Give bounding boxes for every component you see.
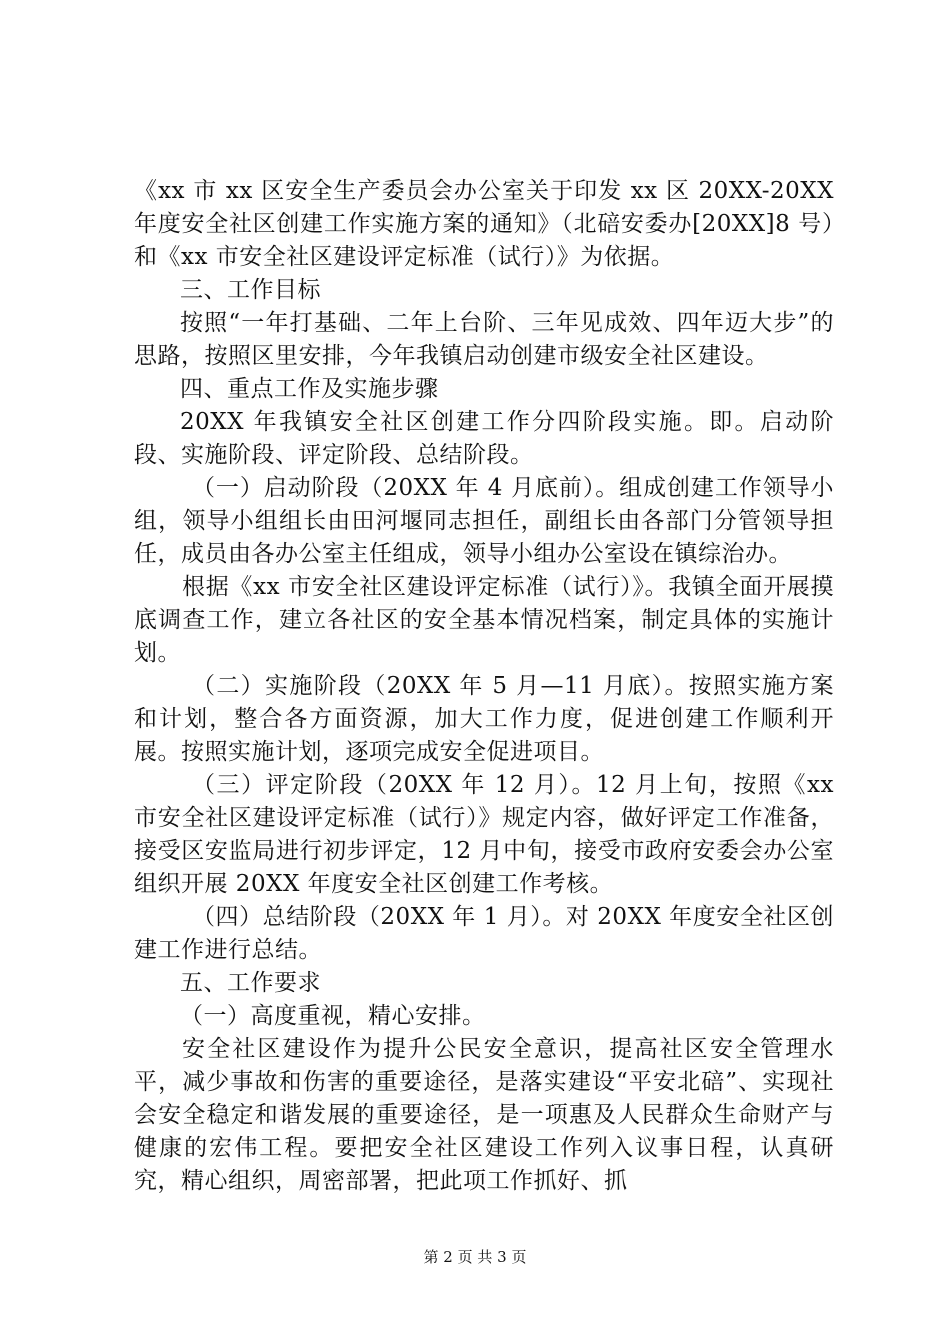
paragraph-stage-evaluate: （三）评定阶段（20XX 年 12 月）。12 月上旬，按照《xx 市安全社区建设评定标准（试行）》规定内容，做好评定工作准备，接受区安监局进行初步评定，12 月中旬，接受市政府安委会办公室组织开展 20XX 年度安全社区创建工作考核。 [134, 772, 834, 897]
page-footer: 第 2 页 共 3 页 [423, 1248, 527, 1266]
document-body [134, 175, 834, 1198]
subheading-high-priority: （一）高度重视，精心安排。 [180, 1003, 486, 1029]
paragraph-stage-implement: （二）实施阶段（20XX 年 5 月—11 月底）。按照实施方案和计划，整合各方面资源，加大工作力度，促进创建工作顺利开展。按照实施计划，逐项完成安全促进项目。 [134, 673, 834, 765]
heading-key-work-steps: 四、重点工作及实施步骤 [180, 376, 439, 402]
paragraph-importance: 安全社区建设作为提升公民安全意识，提高社区安全管理水平，减少事故和伤害的重要途径，是落实建设“平安北碚”、实现社会安全稳定和谐发展的重要途径，是一项惠及人民群众生命财产与健康的宏伟工程。要把安全社区建设工作列入议事日程，认真研究，精心组织，周密部署，把此项工作抓好、抓 [134, 1036, 834, 1194]
paragraph-four-stages: 20XX 年我镇安全社区创建工作分四阶段实施。即。启动阶段、实施阶段、评定阶段、总结阶段。 [134, 409, 834, 468]
paragraph-stage-summary: （四）总结阶段（20XX 年 1 月）。对 20XX 年度安全社区创建工作进行总结。 [134, 904, 834, 963]
paragraph-work-goals: 按照“一年打基础、二年上台阶、三年见成效、四年迈大步”的思路，按照区里安排，今年我镇启动创建市级安全社区建设。 [134, 310, 834, 369]
heading-work-goals: 三、工作目标 [180, 277, 321, 303]
paragraph-basis: 《xx 市 xx 区安全生产委员会办公室关于印发 xx 区 20XX-20XX 年度安全社区创建工作实施方案的通知》（北碚安委办[20XX]8 号）和《xx 市安全社区建设评定标准（试行）》为依据。 [134, 178, 834, 270]
paragraph-stage-launch: （一）启动阶段（20XX 年 4 月底前）。组成创建工作领导小组，领导小组组长由田河堰同志担任，副组长由各部门分管领导担任，成员由各办公室主任组成，领导小组办公室设在镇综治办。 [134, 475, 834, 567]
heading-work-requirements: 五、工作要求 [180, 970, 321, 996]
paragraph-survey: 根据《xx 市安全社区建设评定标准（试行）》。我镇全面开展摸底调查工作，建立各社区的安全基本情况档案，制定具体的实施计划。 [134, 574, 834, 666]
